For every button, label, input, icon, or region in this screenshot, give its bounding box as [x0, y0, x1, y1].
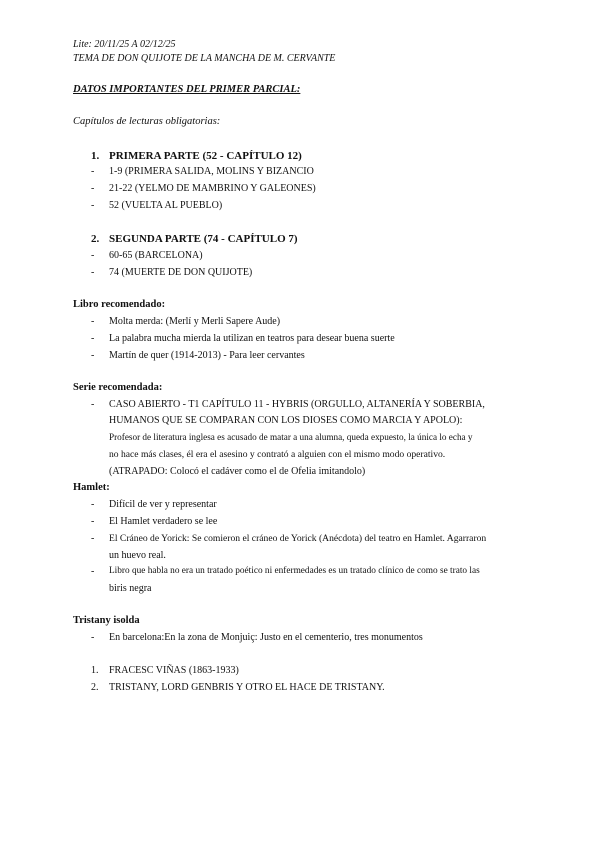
- parte1-item: 1-9 (PRIMERA SALIDA, MOLINS Y BIZANCIO: [109, 166, 314, 177]
- hamlet-item-cont: un huevo real.: [109, 550, 166, 561]
- hamlet-item: Libro que habla no era un tratado poético ni enfermedades es un tratado clínico de como se trato las: [109, 566, 480, 576]
- parte2-title: SEGUNDA PARTE (74 - CAPÍTULO 7): [109, 233, 298, 245]
- tristany-num: 2.: [91, 682, 99, 693]
- libro-item: Molta merda: (Merlí y Merli Sapere Aude): [109, 316, 281, 327]
- libro-item: Martín de quer (1914-2013) - Para leer cervantes: [109, 350, 305, 361]
- list-dash: -: [91, 166, 95, 177]
- serie-line: Profesor de literatura inglesa es acusado de matar a una alumna, queda expuesto, la única lo echa y: [109, 432, 473, 442]
- list-dash: -: [91, 267, 95, 278]
- list-dash: -: [91, 499, 95, 510]
- serie-line: HUMANOS QUE SE COMPARAN CON LOS DIOSES COMO MARCIA Y APOLO):: [109, 415, 463, 426]
- parte2-number: 2.: [91, 233, 100, 245]
- list-dash: -: [91, 566, 95, 577]
- hamlet-item: Difícil de ver y representar: [109, 499, 217, 510]
- parte1-title: PRIMERA PARTE (52 - CAPÍTULO 12): [109, 150, 302, 162]
- parte2-item: 60-65 (BARCELONA): [109, 250, 203, 261]
- list-dash: -: [91, 183, 95, 194]
- parte1-number: 1.: [91, 150, 100, 162]
- list-dash: -: [91, 350, 95, 361]
- serie-heading: Serie recomendada:: [73, 382, 163, 393]
- header-topic: TEMA DE DON QUIJOTE DE LA MANCHA DE M. CERVANTE: [73, 53, 336, 64]
- hamlet-item: El Hamlet verdadero se lee: [109, 516, 218, 527]
- header-date: Lite: 20/11/25 A 02/12/25: [73, 39, 176, 50]
- tristany-numbered-item: TRISTANY, LORD GENBRIS Y OTRO EL HACE DE TRISTANY.: [109, 682, 385, 693]
- hamlet-item: El Cráneo de Yorick: Se comieron el cráneo de Yorick (Anécdota) del teatro en Hamlet. Agarraron: [109, 533, 487, 544]
- main-title: DATOS IMPORTANTES DEL PRIMER PARCIAL:: [73, 84, 301, 95]
- serie-line: no hace más clases, él era el asesino y contrató a alguien con el mismo modo operativo.: [109, 449, 446, 460]
- serie-line: (ATRAPADO: Colocó el cadáver como el de Ofelia imitandolo): [109, 466, 366, 477]
- list-dash: -: [91, 516, 95, 527]
- list-dash: -: [91, 399, 95, 410]
- list-dash: -: [91, 333, 95, 344]
- hamlet-heading: Hamlet:: [73, 482, 110, 493]
- parte1-item: 52 (VUELTA AL PUEBLO): [109, 200, 223, 211]
- hamlet-item-cont: biris negra: [109, 583, 152, 594]
- parte2-item: 74 (MUERTE DE DON QUIJOTE): [109, 267, 253, 278]
- tristany-item: En barcelona:En la zona de Monjuiç: Justo en el cementerio, tres monumentos: [109, 632, 423, 643]
- tristany-num: 1.: [91, 665, 99, 676]
- lecturas-label: Capítulos de lecturas obligatorias:: [73, 116, 221, 127]
- serie-line: CASO ABIERTO - T1 CAPÍTULO 11 - HYBRIS (ORGULLO, ALTANERÍA Y SOBERBIA,: [109, 399, 485, 410]
- libro-heading: Libro recomendado:: [73, 299, 166, 310]
- tristany-heading: Tristany isolda: [73, 615, 140, 626]
- list-dash: -: [91, 533, 95, 544]
- list-dash: -: [91, 632, 95, 643]
- list-dash: -: [91, 316, 95, 327]
- list-dash: -: [91, 250, 95, 261]
- libro-item: La palabra mucha mierda la utilizan en teatros para desear buena suerte: [109, 333, 395, 344]
- tristany-numbered-item: FRACESC VIÑAS (1863-1933): [109, 665, 239, 676]
- list-dash: -: [91, 200, 95, 211]
- parte1-item: 21-22 (YELMO DE MAMBRINO Y GALEONES): [109, 183, 316, 194]
